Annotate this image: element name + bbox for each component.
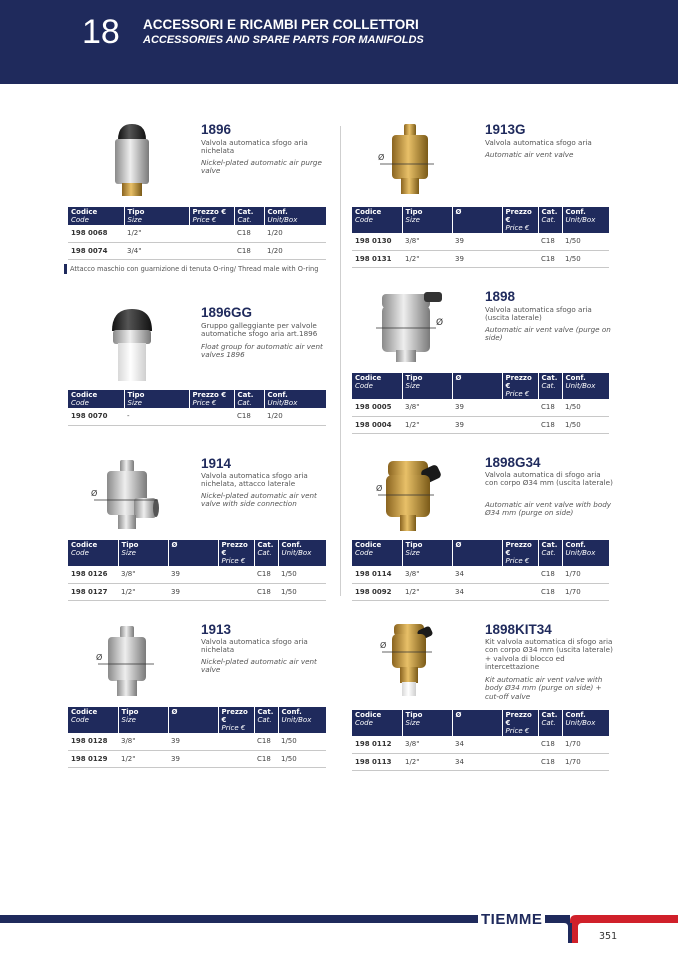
product-code: 1896 xyxy=(201,122,232,137)
product-code: 1914 xyxy=(201,456,232,471)
product-table-1914 xyxy=(68,540,326,601)
svg-text:Ø: Ø xyxy=(376,484,383,493)
table-header: Codice Code Tipo Size Ø Prezzo € Price € Cat. Cat. Conf. Unit/Box xyxy=(352,710,609,736)
product-desc-en: Kit automatic air vent valve with body Ø34 mm (purge on side) + cut-off valve xyxy=(485,675,603,701)
product-desc-it: Valvola automatica sfogo aria nichelata xyxy=(201,637,308,655)
svg-text:Ø: Ø xyxy=(436,318,444,328)
product-desc-it: Valvola automatica sfogo aria (uscita laterale) xyxy=(485,305,592,323)
product-desc-it: Valvola automatica sfogo aria nichelata, attacco laterale xyxy=(201,471,308,489)
table-header: Codice Code Tipo Size Ø Prezzo € Price € Cat. Cat. Conf. Unit/Box xyxy=(68,707,326,733)
product-desc-it: Valvola automatica sfogo aria xyxy=(485,138,592,147)
svg-text:Ø: Ø xyxy=(96,653,103,662)
product-code: 1896GG xyxy=(201,305,253,320)
table-row: 198 0068 1/2" C18 1/20 xyxy=(68,225,326,242)
product-image-1898G34 xyxy=(374,455,448,535)
product-code: 1898 xyxy=(485,289,516,304)
section-title-en: ACCESSORIES AND SPARE PARTS FOR MANIFOLDS xyxy=(143,34,424,46)
table-row: 198 0126 3/8" 39 C18 1/50 xyxy=(68,566,326,583)
product-desc-en: Automatic air vent valve (purge on side) xyxy=(485,325,611,343)
svg-text:Ø: Ø xyxy=(378,153,385,162)
svg-text:Ø: Ø xyxy=(91,489,98,498)
product-desc-en: Nickel-plated automatic air purge valve xyxy=(201,158,322,176)
product-image-1896GG xyxy=(104,305,160,383)
product-desc-it: Valvola automatica di sfogo aria con corpo Ø34 mm (uscita laterale) xyxy=(485,470,613,488)
table-header: Codice Code Tipo Size Ø Prezzo € Price € Cat. Cat. Conf. Unit/Box xyxy=(352,540,609,566)
product-table-1898 xyxy=(352,373,609,434)
product-image-1898 xyxy=(372,288,448,366)
table-row: 198 0127 1/2" 39 C18 1/50 xyxy=(68,583,326,600)
product-code: 1913G xyxy=(485,122,526,137)
table-header: Codice Code Tipo Size Ø Prezzo € Price € Cat. Cat. Conf. Unit/Box xyxy=(352,373,609,399)
product-table-1913G xyxy=(352,207,609,268)
product-table-1898KIT34 xyxy=(352,710,609,771)
table-row: 198 0005 3/8" 39 C18 1/50 xyxy=(352,399,609,416)
product-desc-en: Nickel-plated automatic air vent valve with side connection xyxy=(201,491,317,509)
product-desc-en: Float group for automatic air vent valves 1896 xyxy=(201,342,323,360)
table-row: 198 0092 1/2" 34 C18 1/70 xyxy=(352,583,609,600)
brand-logo: TIEMME xyxy=(478,911,545,928)
product-image-1913 xyxy=(94,624,160,700)
table-row: 198 0112 3/8" 34 C18 1/70 xyxy=(352,736,609,753)
product-desc-it: Gruppo galleggiante per valvole automatiche sfogo aria art.1896 xyxy=(201,321,318,339)
table-row: 198 0074 3/4" C18 1/20 xyxy=(68,242,326,259)
product-desc-it: Valvola automatica sfogo aria nichelata xyxy=(201,138,308,156)
product-code: 1898G34 xyxy=(485,455,541,470)
product-image-1896 xyxy=(104,122,160,198)
footer-red-hook xyxy=(560,915,678,945)
table-header: Codice Code Tipo Size Prezzo € Price € Cat. Cat. Conf. Unit/Box xyxy=(68,390,326,408)
product-desc-en: Automatic air vent valve xyxy=(485,150,574,159)
product-code: 1913 xyxy=(201,622,232,637)
product-table-1898G34 xyxy=(352,540,609,601)
table-row: 198 0070 - C18 1/20 xyxy=(68,408,326,425)
product-table-1896GG xyxy=(68,390,326,426)
table-row: 198 0130 3/8" 39 C18 1/50 xyxy=(352,233,609,250)
product-desc-it: Kit valvola automatica di sfogo aria con corpo Ø34 mm (uscita laterale) + valvola di blocco ed intercettazione xyxy=(485,637,613,672)
page-number: 351 xyxy=(599,931,618,942)
product-desc-en: Automatic air vent valve with body Ø34 mm (purge on side) xyxy=(485,500,612,518)
table-row: 198 0004 1/2" 39 C18 1/50 xyxy=(352,416,609,433)
table-header: Codice Code Tipo Size Ø Prezzo € Price € Cat. Cat. Conf. Unit/Box xyxy=(352,207,609,233)
product-desc-en: Nickel-plated automatic air vent valve xyxy=(201,657,317,675)
table-row: 198 0129 1/2" 39 C18 1/50 xyxy=(68,750,326,767)
section-title-it: ACCESSORI E RICAMBI PER COLLETTORI xyxy=(143,17,419,32)
column-divider xyxy=(340,126,341,596)
table-row: 198 0131 1/2" 39 C18 1/50 xyxy=(352,250,609,267)
section-number: 18 xyxy=(82,13,120,51)
thread-note: Attacco maschio con guarnizione di tenuta O-ring/ Thread male with O-ring xyxy=(70,265,319,273)
table-row: 198 0128 3/8" 39 C18 1/50 xyxy=(68,733,326,750)
table-header: Codice Code Tipo Size Ø Prezzo € Price € Cat. Cat. Conf. Unit/Box xyxy=(68,540,326,566)
svg-text:Ø: Ø xyxy=(380,641,387,650)
table-header: Codice Code Tipo Size Prezzo € Price € Cat. Cat. Conf. Unit/Box xyxy=(68,207,326,225)
table-row: 198 0114 3/8" 34 C18 1/70 xyxy=(352,566,609,583)
product-image-1914 xyxy=(90,456,162,534)
product-image-1898KIT34 xyxy=(378,620,440,700)
product-code: 1898KIT34 xyxy=(485,622,552,637)
product-table-1896 xyxy=(68,207,326,260)
table-row: 198 0113 1/2" 34 C18 1/70 xyxy=(352,753,609,770)
product-table-1913 xyxy=(68,707,326,768)
page-header xyxy=(0,0,678,84)
product-image-1913G xyxy=(376,122,442,198)
